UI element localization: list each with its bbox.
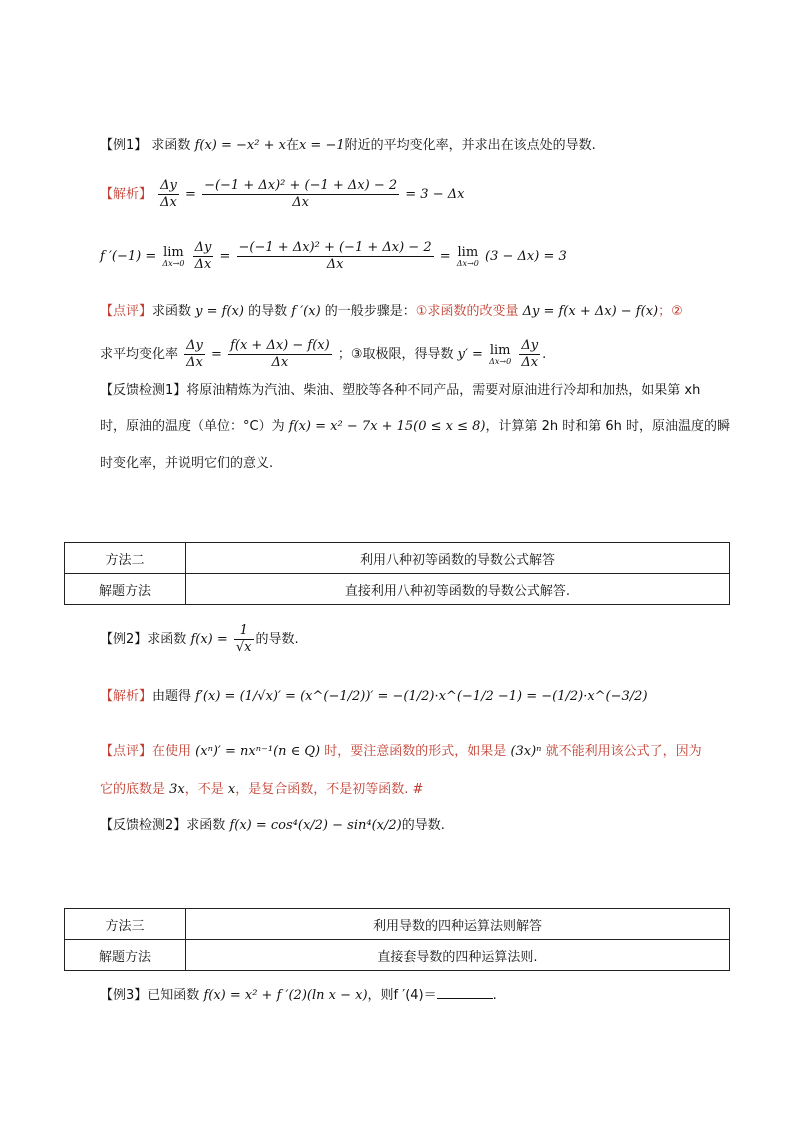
comment-1-function: y = f(x) bbox=[195, 304, 244, 319]
fraction-denominator: Δx bbox=[186, 355, 203, 370]
comment-2-text: 时，要注意函数的形式，如果是 bbox=[324, 744, 507, 759]
feedback-check-1-line-1 bbox=[100, 382, 700, 400]
derivative-lhs: y′ = bbox=[457, 347, 483, 362]
derivative-at-point: f ′(−1) = bbox=[100, 249, 157, 264]
variable-x: x bbox=[227, 782, 236, 797]
fraction-numerator: Δy bbox=[186, 338, 203, 353]
solution-1-line-1: 【解析】 $\frac{\Delta y}{\Delta x}$ = $\frac{\text{−(−1 + Δx)² + (−1 + Δx) − 2}}{\Delta x}$ = 3 − Δx bbox=[100, 178, 465, 210]
feedback-check-2 bbox=[100, 817, 445, 835]
method-label: 方法三 bbox=[65, 909, 186, 940]
comment-1-text: 求函数 bbox=[152, 304, 192, 319]
fraction-denominator: Δx bbox=[292, 195, 309, 210]
average-rate-fraction-2 bbox=[228, 338, 332, 371]
table-row bbox=[65, 909, 730, 940]
solution-2-expression: f′(x) = (1/√x)′ = (x^(−1/2))′ = −(1/2)·x^(−1/2 −1) = −(1/2)·x^(−3/2) bbox=[195, 689, 648, 704]
table-row bbox=[65, 543, 730, 574]
power-rule-formula: (xⁿ)′ = nxⁿ⁻¹(n ∈ Q) bbox=[195, 744, 321, 759]
feedback-check-2-text: 求函数 bbox=[186, 818, 226, 833]
solution-1-ratio bbox=[158, 178, 179, 211]
limit-symbol-2 bbox=[457, 246, 479, 268]
example-2-text: 求函数 bbox=[147, 632, 187, 647]
example-3-function: f(x) = x² + f ′(2)(ln x − x) bbox=[203, 988, 368, 1003]
example-1-text: 在 bbox=[285, 138, 299, 153]
solution-method-description: 直接套导数的四种运算法则. bbox=[186, 940, 730, 971]
example-3-text: 已知函数 bbox=[147, 988, 200, 1003]
solution-1-final: (3 − Δx) = 3 bbox=[485, 249, 567, 264]
comment-2-tag: 【点评】 bbox=[100, 744, 153, 759]
example-2-tag: 【例2】 bbox=[100, 632, 148, 647]
limit-word: lim bbox=[163, 244, 184, 260]
solution-1-tag: 【解析】 bbox=[100, 187, 153, 202]
fraction-numerator: Δy bbox=[521, 338, 539, 353]
fraction-denominator: Δx bbox=[194, 257, 212, 272]
comment-2-line-2 bbox=[100, 781, 423, 799]
example-3 bbox=[100, 985, 497, 1005]
fraction-denominator: Δx bbox=[271, 355, 289, 370]
comment-1-derivative: f ′(x) bbox=[291, 304, 321, 319]
solution-2-text: 由题得 bbox=[152, 689, 192, 704]
example-3-text: ，则f ′(4)＝ bbox=[367, 988, 437, 1003]
solution-1-result: = 3 − Δx bbox=[405, 187, 465, 202]
comment-1-step-3: ；③取极限，得导数 bbox=[337, 347, 454, 362]
example-1-point: x = −1 bbox=[298, 138, 345, 153]
example-1-text: 求函数 bbox=[151, 138, 191, 153]
comment-1-separator: ；② bbox=[658, 304, 683, 319]
trig-function: f(x) = cos⁴(x/2) − sin⁴(x/2) bbox=[229, 818, 402, 833]
reciprocal-root-fraction bbox=[234, 623, 254, 656]
table-row bbox=[65, 574, 730, 605]
example-2-text: 的导数. bbox=[255, 632, 299, 647]
feedback-check-1-text: 时变化率，并说明它们的意义. bbox=[100, 456, 274, 471]
example-3-end: . bbox=[492, 988, 497, 1003]
comment-1-step-1: ①求函数的改变量 bbox=[415, 304, 519, 319]
example-2 bbox=[100, 623, 299, 656]
limit-word: lim bbox=[457, 244, 479, 260]
feedback-check-2-tag: 【反馈检测2】 bbox=[100, 818, 187, 833]
base-expression: 3x bbox=[169, 782, 185, 797]
limit-subscript: Δx→0 bbox=[489, 356, 512, 366]
feedback-check-2-text: 的导数. bbox=[401, 818, 445, 833]
comment-2-text: 它的底数是 bbox=[100, 782, 166, 797]
solution-1-line-2: f ′(−1) = lim Δx→0 $\frac{\Delta y}{\Delta x}$ = $\frac{\text{−(−1 + Δx)² + (−1 + Δx) − 2}}{\Delta x}$ = lim Δx→0 (3 − Δx) = 3 bbox=[100, 240, 567, 272]
fraction-denominator: Δx bbox=[326, 257, 344, 272]
comment-2-text: 在使用 bbox=[152, 744, 192, 759]
composite-example: (3x)ⁿ bbox=[510, 744, 542, 759]
derivative-fraction bbox=[519, 338, 540, 371]
solution-1-fraction-2 bbox=[237, 240, 434, 273]
example-1-tag: 【例1】 bbox=[100, 138, 148, 153]
average-rate-fraction bbox=[184, 338, 205, 371]
method-2-table bbox=[64, 542, 730, 605]
feedback-check-1-tag: 【反馈检测1】 bbox=[100, 383, 187, 398]
solution-method-label: 解题方法 bbox=[65, 574, 186, 605]
example-1 bbox=[100, 137, 596, 155]
comment-1-text: 的一般步骤是： bbox=[324, 304, 416, 319]
solution-method-description: 直接利用八种初等函数的导数公式解答. bbox=[186, 574, 730, 605]
feedback-check-1-text: 将原油精炼为汽油、柴油、塑胶等各种不同产品，需要对原油进行冷却和加热，如果第 xh bbox=[186, 383, 701, 398]
limit-word: lim bbox=[489, 342, 511, 358]
hash-mark: # bbox=[412, 782, 424, 797]
answer-blank[interactable] bbox=[437, 985, 493, 999]
feedback-check-1-line-3 bbox=[100, 455, 273, 473]
feedback-check-1-text: 时，原油的温度（单位：°C）为 bbox=[100, 419, 285, 434]
limit-symbol-3 bbox=[489, 344, 511, 366]
example-1-text: 附近的平均变化率，并求出在该点处的导数. bbox=[344, 138, 596, 153]
fraction-numerator: −(−1 + Δx)² + (−1 + Δx) − 2 bbox=[238, 240, 432, 255]
comment-1-text: 的导数 bbox=[248, 304, 288, 319]
fraction-denominator: Δx bbox=[160, 195, 177, 210]
fraction-numerator: −(−1 + Δx)² + (−1 + Δx) − 2 bbox=[204, 178, 398, 193]
comment-1-step-1-formula: Δy = f(x + Δx) − f(x) bbox=[522, 304, 659, 319]
example-1-function: f(x) = −x² + x bbox=[194, 138, 286, 153]
method-title: 利用八种初等函数的导数公式解答 bbox=[186, 543, 730, 574]
solution-2-tag: 【解析】 bbox=[100, 689, 153, 704]
fraction-numerator: Δy bbox=[194, 240, 212, 255]
method-3-table bbox=[64, 908, 730, 971]
fraction-numerator: Δy bbox=[160, 178, 177, 193]
comment-2-line-1 bbox=[100, 743, 702, 761]
limit-subscript: Δx→0 bbox=[456, 258, 479, 268]
solution-method-label: 解题方法 bbox=[65, 940, 186, 971]
comment-2-text: ，不是 bbox=[184, 782, 224, 797]
limit-subscript: Δx→0 bbox=[162, 258, 185, 268]
feedback-check-1-text: ，计算第 2h 时和第 6h 时，原油温度的瞬 bbox=[485, 419, 731, 434]
method-label: 方法二 bbox=[65, 543, 186, 574]
fraction-denominator: Δx bbox=[521, 355, 539, 370]
comment-1-tag: 【点评】 bbox=[100, 304, 153, 319]
feedback-check-1-line-2 bbox=[100, 418, 730, 436]
example-2-function-lhs: f(x) = bbox=[190, 632, 228, 647]
difference-quotient bbox=[193, 240, 214, 273]
temperature-function: f(x) = x² − 7x + 15(0 ≤ x ≤ 8) bbox=[288, 419, 486, 434]
solution-1-fraction bbox=[202, 178, 399, 211]
example-3-tag: 【例3】 bbox=[100, 988, 148, 1003]
fraction-numerator: 1 bbox=[234, 623, 254, 640]
comment-2-text: 就不能利用该公式了，因为 bbox=[545, 744, 702, 759]
fraction-numerator: f(x + Δx) − f(x) bbox=[230, 338, 330, 353]
method-title: 利用导数的四种运算法则解答 bbox=[186, 909, 730, 940]
fraction-denominator: √x bbox=[235, 640, 252, 655]
comment-2-text: ，是复合函数，不是初等函数. bbox=[235, 782, 409, 797]
table-row bbox=[65, 940, 730, 971]
comment-1-text: 求平均变化率 bbox=[100, 347, 179, 362]
comment-1-line-2: 求平均变化率 $\frac{\Delta y}{\Delta x}$ = $\frac{f(x + \Delta x) - f(x)}{\Delta x}$ ；③取极限，得导数 y′ = lim Δx→0 $\frac{\Delta y}{\Delta x}$ . bbox=[100, 338, 547, 370]
limit-symbol bbox=[162, 246, 184, 268]
solution-2 bbox=[100, 688, 648, 706]
comment-1-line-1 bbox=[100, 303, 683, 321]
